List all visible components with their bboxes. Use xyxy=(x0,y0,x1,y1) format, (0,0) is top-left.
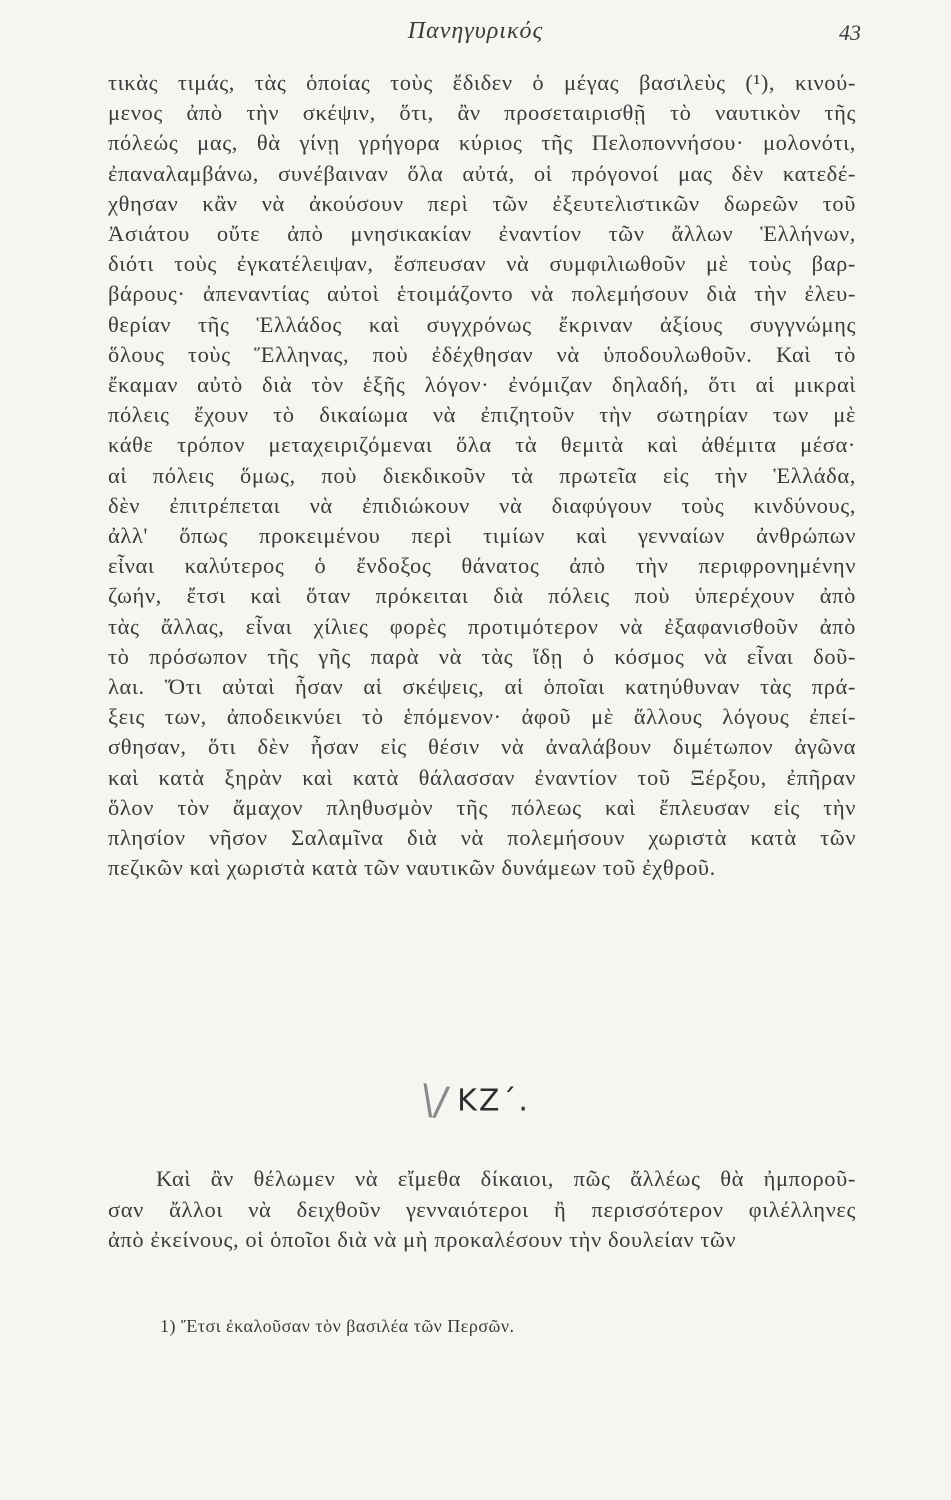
text-line: σαν ἄλλοι νὰ δειχθοῦν γενναιότεροι ἢ περισσότερον φιλέλληνες xyxy=(108,1196,856,1222)
text-line: σθησαν, ὅτι δὲν ἦσαν εἰς θέσιν νὰ ἀναλάβουν διμέτωπον ἀγῶνα xyxy=(108,734,856,760)
text-line: θερίαν τῆς Ἑλλάδος καὶ συγχρόνως ἔκριναν ἀξίους συγγνώμης xyxy=(108,311,856,337)
text-line: ἐπαναλαμβάνω, συνέβαιναν ὅλα αὐτά, οἱ πρόγονοί μας δὲν κατεδέ- xyxy=(108,160,856,186)
text-line: μενος ἀπὸ τὴν σκέψιν, ὅτι, ἂν προσεταιρισθῇ τὸ ναυτικὸν τῆς xyxy=(108,100,856,126)
text-line: τὸ πρόσωπον τῆς γῆς παρὰ νὰ τὰς ἴδῃ ὁ κόσμος νὰ εἶναι δοῦ- xyxy=(108,643,856,669)
text-line: ξεις των, ἀποδεικνύει τὸ ἑπόμενον· ἀφοῦ μὲ ἄλλους λόγους ἐπεί- xyxy=(108,704,856,730)
chapter-heading xyxy=(0,1078,951,1124)
text-line: καὶ κατὰ ξηρὰν καὶ κατὰ θάλασσαν ἐναντίον τοῦ Ξέρξου, ἐπῆραν xyxy=(108,764,856,790)
text-line: ὅλους τοὺς Ἕλληνας, ποὺ ἐδέχθησαν νὰ ὑποδουλωθοῦν. Καὶ τὸ xyxy=(108,341,856,367)
text-line: βάρους· ἀπεναντίας αὐτοὶ ἑτοιμάζοντο νὰ πολεμήσουν διὰ τὴν ἐλευ- xyxy=(108,281,856,307)
text-line: τικὰς τιμάς, τὰς ὁποίας τοὺς ἔδιδεν ὁ μέγας βασιλεὺς (¹), κινού- xyxy=(108,70,856,95)
text-line: πόλεις ἔχουν τὸ δικαίωμα νὰ ἐπιζητοῦν τὴν σωτηρίαν των μὲ xyxy=(108,402,856,428)
paragraph-1 xyxy=(108,68,856,883)
running-title: Πανηγυρικός xyxy=(407,18,544,44)
text-line: κάθε τρόπον μεταχειριζόμεναι ὅλα τὰ θεμιτὰ καὶ ἀθέμιτα μέσα· xyxy=(108,432,856,458)
text-line: εἶναι καλύτερος ὁ ἔνδοξος θάνατος ἀπὸ τὴν περιφρονημένην xyxy=(108,553,856,579)
text-line: Ἀσιάτου οὔτε ἀπὸ μνησικακίαν ἐναντίον τῶν ἄλλων Ἑλλήνων, xyxy=(108,221,856,247)
text-line: χθησαν κἂν νὰ ἀκούσουν περὶ τῶν ἐξευτελιστικῶν δωρεῶν τοῦ xyxy=(108,190,856,216)
text-line: πεζικῶν καὶ χωριστὰ κατὰ τῶν ναυτικῶν δυνάμεων τοῦ ἐχθροῦ. xyxy=(108,855,716,881)
text-line: πλησίον νῆσον Σαλαμῖνα διὰ νὰ πολεμήσουν χωριστὰ κατὰ τῶν xyxy=(108,825,856,851)
chapter-number: ΚΖ΄. xyxy=(457,1083,530,1119)
page-number: 43 xyxy=(839,20,861,45)
text-line: αἱ πόλεις ὅμως, ποὺ διεκδικοῦν τὰ πρωτεῖα εἰς τὴν Ἑλλάδα, xyxy=(108,462,856,488)
text-line: ἀλλ' ὅπως προκειμένου περὶ τιμίων καὶ γενναίων ἀνθρώπων xyxy=(108,523,856,549)
text-line: Καὶ ἂν θέλωμεν νὰ εἴμεθα δίκαιοι, πῶς ἄλλέως θὰ ἠμποροῦ- xyxy=(156,1166,856,1191)
paragraph-2 xyxy=(108,1164,856,1256)
running-head xyxy=(0,12,951,52)
text-line: ἀπὸ ἐκείνους, οἱ ὁποῖοι διὰ νὰ μὴ προκαλέσουν τὴν δουλείαν τῶν xyxy=(108,1227,737,1252)
text-line: πόλεώς μας, θὰ γίνῃ γρήγορα κύριος τῆς Πελοποννήσου· μολονότι, xyxy=(108,130,856,156)
text-line: διότι τοὺς ἐγκατέλειψαν, ἔσπευσαν νὰ συμφιλιωθοῦν μὲ τοὺς βαρ- xyxy=(108,251,856,277)
text-line: ἔκαμαν αὐτὸ διὰ τὸν ἑξῆς λόγον· ἐνόμιζαν δηλαδή, ὅτι αἱ μικραὶ xyxy=(108,372,856,398)
pencil-check-mark: \/ xyxy=(418,1076,452,1126)
text-line: τὰς ἄλλας, εἶναι χίλιες φορὲς προτιμότερον νὰ ἐξαφανισθοῦν ἀπὸ xyxy=(108,613,856,639)
text-line: λαι. Ὅτι αὐταὶ ἦσαν αἱ σκέψεις, αἱ ὁποῖαι κατηύθυναν τὰς πρά- xyxy=(108,674,856,700)
text-line: ὅλον τὸν ἄμαχον πληθυσμὸν τῆς πόλεως καὶ ἔπλευσαν εἰς τὴν xyxy=(108,794,856,820)
text-line: δὲν ἐπιτρέπεται νὰ ἐπιδιώκουν νὰ διαφύγουν τοὺς κινδύνους, xyxy=(108,492,856,518)
text-line: ζωήν, ἔτσι καὶ ὅταν πρόκειται διὰ πόλεις ποὺ ὑπερέχουν ἀπὸ xyxy=(108,583,856,609)
footnote: 1) Ἔτσι ἐκαλοῦσαν τὸν βασιλέα τῶν Περσῶν. xyxy=(160,1316,515,1336)
